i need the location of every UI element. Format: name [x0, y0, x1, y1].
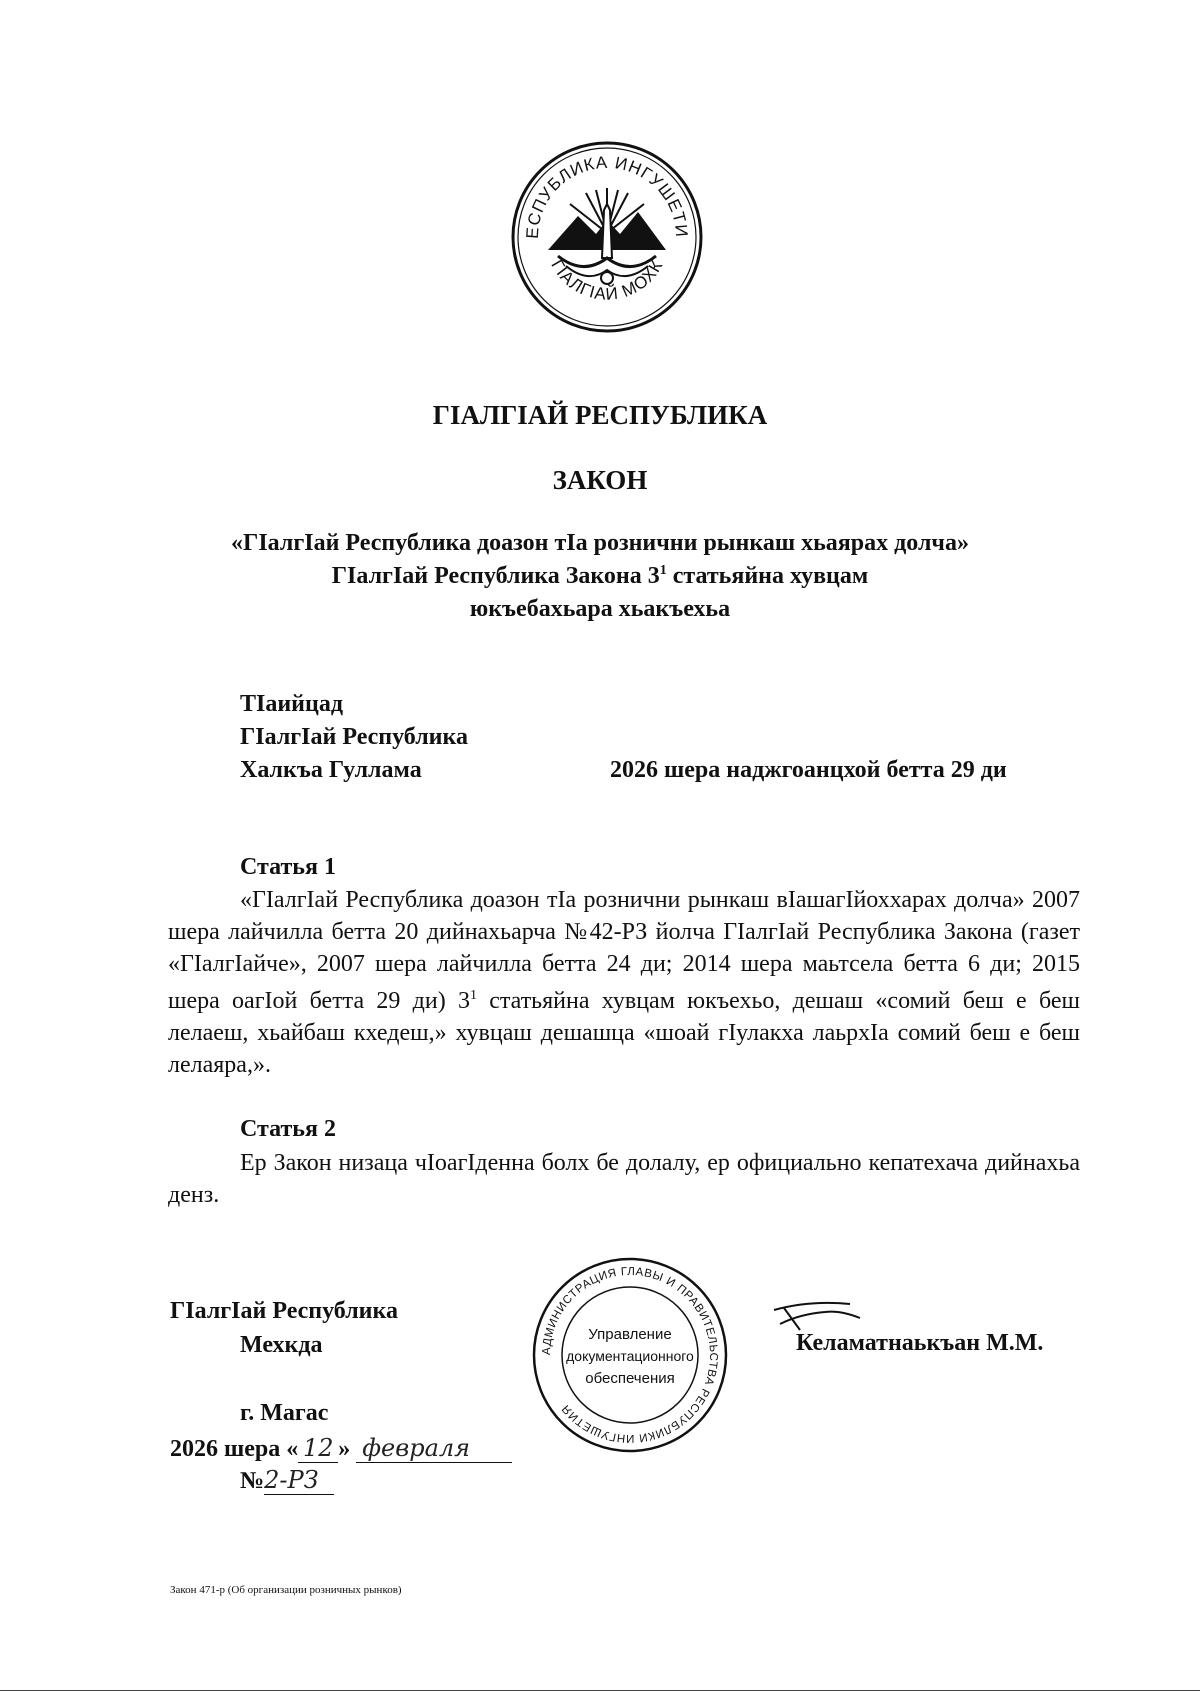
- article-1-text: «ГIалгIай Республика доазон тIа рознични рынкаш вIашагIйоххарах долча» 2007 шера лайчилла бетта 20 дийнахьарча №42-РЗ йолча ГIалгIай Республика Закона (газет «ГIалгIайче», 2007 шера лайчилла бетта 24 ди; 2014 шера маьтсела бетта 6 ди; 2015 шера оагIой бетта 29 ди) $3^1$ статьяйна хувцам юкъехьо, дешаш «сомий беш е беш лелаеш, хьайбаш кхедеш,» хувцаш дешашца «шоай гIулакха лаьрхIа сомий беш е беш лелаяра,».: [168, 887, 1080, 1078]
- adopted-line-2: ГIалгIай Республика: [240, 724, 468, 750]
- adopted-line-1: ТIаийцад: [240, 691, 343, 717]
- emblem-bottom-text: ГIАЛГIАЙ МОХК: [547, 256, 667, 304]
- stamp-ring-text: АДМИНИСТРАЦИЯ ГЛАВЫ И ПРАВИТЕЛЬСТВА РЕСПУБЛИКИ ИНГУШЕТИЯ: [540, 1265, 720, 1445]
- signer-position-line-1: ГIалгIай Республика: [170, 1298, 398, 1324]
- law-title-line-3: юкъебахьара хьакъехьа: [469, 596, 731, 622]
- document-type: ЗАКОН: [552, 465, 648, 495]
- stamp-line-3: обеспечения: [585, 1370, 675, 1387]
- issue-date-month: февраля: [356, 1434, 512, 1463]
- signer-position-line-2: Мехкда: [240, 1332, 323, 1358]
- signer-name: Келаматнаькъан М.М.: [796, 1330, 1044, 1356]
- scan-edge-line: [0, 1690, 1200, 1691]
- issue-date-prefix: 2026 шера: [170, 1436, 281, 1462]
- law-number-prefix: №: [240, 1468, 265, 1494]
- republic-emblem: [508, 138, 706, 336]
- law-title-line-1: «ГIалгIай Республика доазон тIа рознични рынкаш хьаярах долча»: [231, 530, 969, 556]
- stamp-line-1: Управление: [588, 1326, 672, 1343]
- city: г. Магас: [240, 1400, 329, 1426]
- issue-date-day: 12: [298, 1434, 338, 1463]
- adoption-date: 2026 шера наджгоанцхой бетта 29 ди: [610, 757, 1007, 783]
- footer-note: Закон 471-р (Об организации розничных рынков): [170, 1584, 402, 1596]
- adopted-line-3: Халкъа Гуллама: [240, 757, 422, 783]
- republic-heading: ГIАЛГIАЙ РЕСПУБЛИКА: [432, 400, 768, 430]
- svg-text:ГIАЛГIАЙ МОХК: [547, 256, 667, 303]
- article-2-heading: Статья 2: [240, 1116, 336, 1142]
- law-title-line-2: ГIалгIай Республика Закона $3^1$ статьяйна хувцам: [331, 563, 869, 589]
- svg-text:РЕСПУБЛИКА ИНГУШЕТИЯ: [508, 138, 691, 239]
- article-2-text: Ер Закон низаца чIоагIденна болх бе долалу, ер официально кепатехача дийнахьа денз.: [168, 1150, 1080, 1208]
- adopted-block: [240, 688, 468, 787]
- official-stamp: [530, 1255, 730, 1455]
- stamp-line-2: документационного: [566, 1348, 694, 1364]
- law-number-line: [240, 1466, 334, 1495]
- article-1-heading: Статья 1: [240, 854, 336, 880]
- issue-date-line: 2026 шера « 12 » февраля: [170, 1434, 512, 1463]
- emblem-top-text: ЕСПУБЛИКА ИНГУШЕТИ: [522, 152, 692, 240]
- law-number-value: 2-РЗ: [264, 1466, 334, 1495]
